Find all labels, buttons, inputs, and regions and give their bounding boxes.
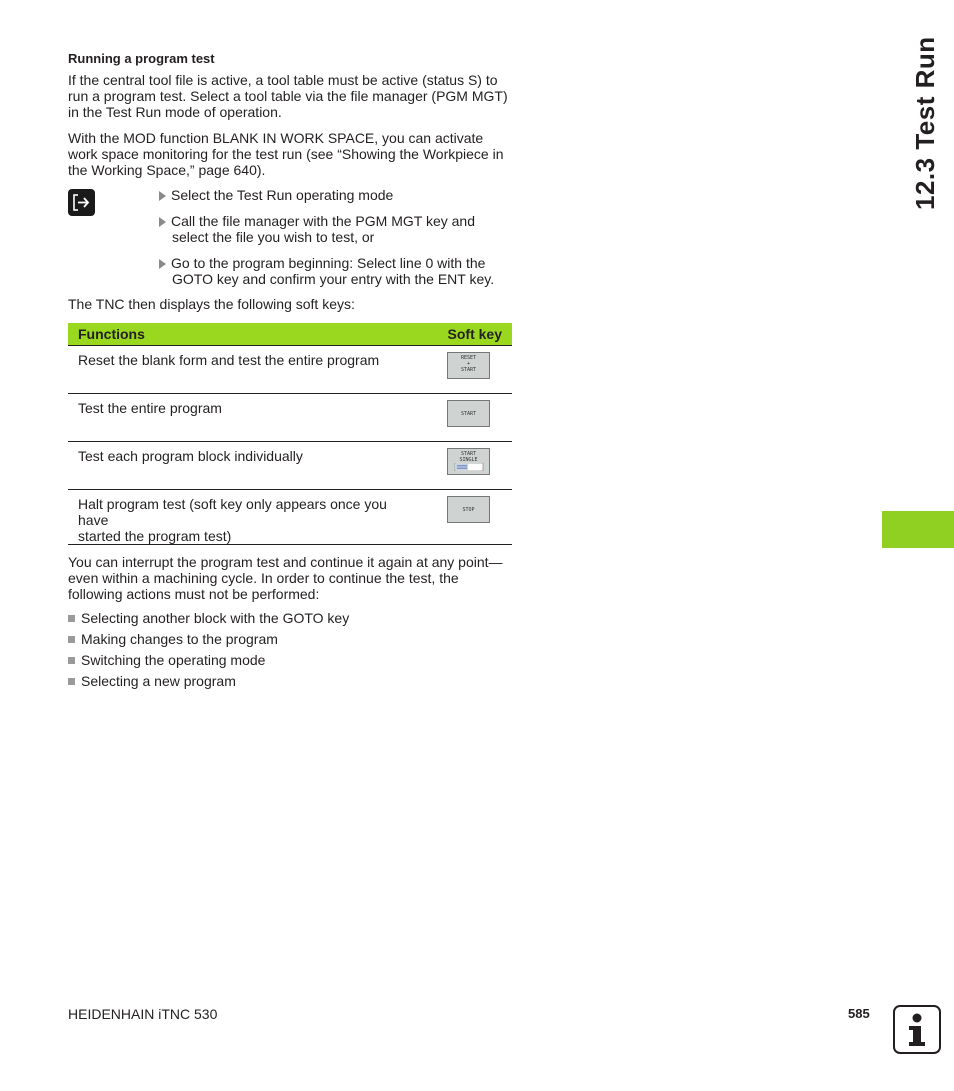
table-header — [68, 323, 512, 346]
step-call-file-manager: Call the file manager with the PGM MGT key and select the file you wish to test, or — [159, 213, 519, 245]
list-item: Making changes to the program — [68, 631, 508, 652]
paragraph-mod-function: With the MOD function BLANK IN WORK SPACE, you can activate work space monitoring for the test run (see “Showing the Workpiece in the Working Space,” page 640). — [68, 130, 504, 178]
interrupt-paragraph: You can interrupt the program test and continue it again at any point—even within a machining cycle. In order to continue the test, the following actions must not be performed: — [68, 554, 503, 602]
footer-product: HEIDENHAIN iTNC 530 — [68, 1006, 218, 1022]
arrow-icon — [159, 191, 166, 201]
function-cell: Test the entire program — [68, 394, 430, 442]
start-single-softkey[interactable]: START SINGLE — [447, 448, 490, 475]
bullet-square-icon — [68, 657, 75, 664]
list-item: Switching the operating mode — [68, 652, 508, 673]
bullet-square-icon — [68, 636, 75, 643]
reset-start-softkey[interactable]: RESET + START — [447, 352, 490, 379]
test-run-mode-key-icon — [68, 189, 95, 216]
bullet-square-icon — [68, 678, 75, 685]
arrow-icon — [159, 259, 166, 269]
table-row — [68, 490, 512, 545]
function-cell: Test each program block individually — [68, 442, 430, 490]
table-row — [68, 394, 512, 442]
list-item: Selecting a new program — [68, 673, 508, 694]
table-row — [68, 346, 512, 394]
chapter-side-title: 12.3 Test Run — [910, 36, 940, 210]
section-heading: Running a program test — [68, 51, 215, 66]
step-goto-beginning: Go to the program beginning: Select line 0 with the GOTO key and confirm your entry with the ENT key. — [159, 255, 519, 287]
paragraph-tool-table: If the central tool file is active, a tool table must be active (status S) to run a program test. Select a tool table via the file manager (PGM MGT) in the Test Run mode of operation. — [68, 72, 508, 120]
header-softkey: Soft key — [430, 323, 512, 346]
list-item: Selecting another block with the GOTO key — [68, 610, 508, 631]
function-cell: Halt program test (soft key only appears once you have started the program test) — [68, 490, 430, 545]
table-row — [68, 442, 512, 490]
function-cell: Reset the blank form and test the entire program — [68, 346, 430, 394]
info-icon[interactable] — [893, 1005, 941, 1054]
chapter-tab-marker — [882, 511, 954, 548]
softkey-table — [68, 323, 512, 545]
arrow-icon — [159, 217, 166, 227]
bullet-square-icon — [68, 615, 75, 622]
softkeys-intro: The TNC then displays the following soft keys: — [68, 296, 355, 312]
stop-softkey[interactable]: STOP — [447, 496, 490, 523]
bullet-list — [68, 610, 508, 694]
page-number: 585 — [848, 1006, 870, 1021]
single-block-icon — [454, 463, 484, 471]
step-select-mode: Select the Test Run operating mode — [159, 187, 519, 203]
header-functions: Functions — [68, 323, 430, 346]
start-softkey[interactable]: START — [447, 400, 490, 427]
